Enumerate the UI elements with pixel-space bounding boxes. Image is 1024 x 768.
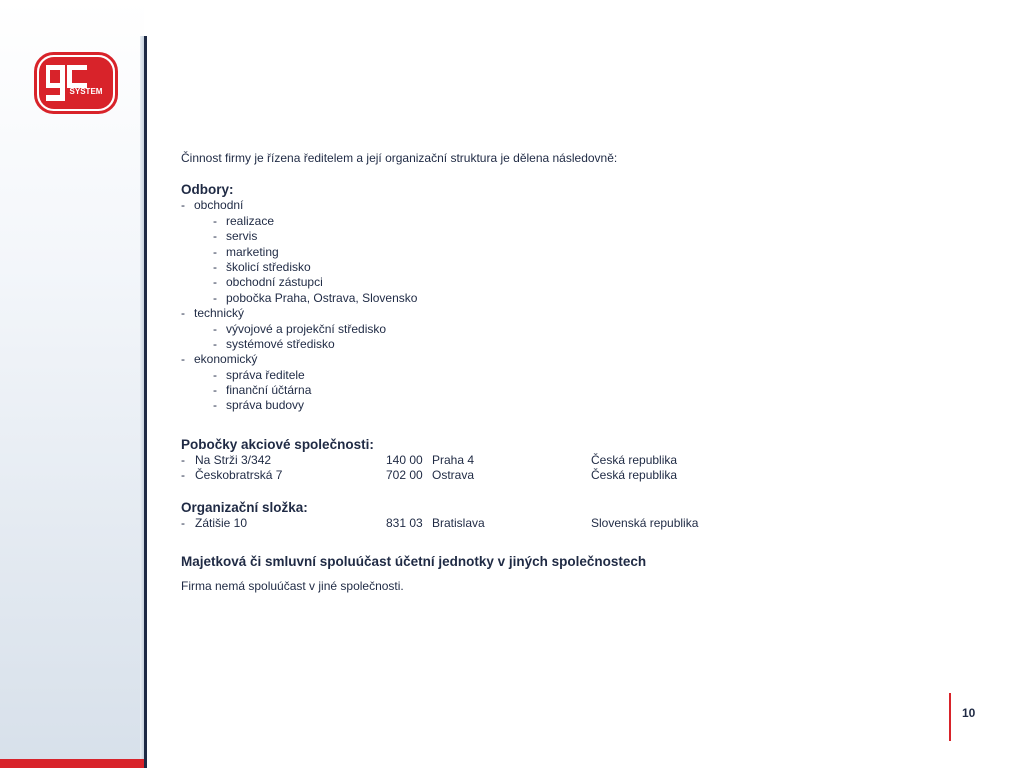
table-row: - Na Strži 3/342 140 00 Praha 4 Česká republika [181,452,678,467]
list-item: - ekonomický [181,352,258,367]
intro-text: Činnost firmy je řízena ředitelem a její organizační struktura je dělena následovně: [181,151,618,165]
list-item: - finanční účtárna [213,383,312,398]
table-row: - Českobratrská 7 702 00 Ostrava Česká republika [181,468,678,483]
department-group-technical [181,306,981,352]
branches-heading: Pobočky akciové společnosti: [181,436,374,452]
participation-heading: Majetková či smluvní spoluúčast účetní jednotky v jiných společnostech [181,554,647,570]
list-item: - pobočka Praha, Ostrava, Slovensko [213,290,418,305]
list-item: - obchodní [181,198,244,213]
departments-heading: Odbory: [181,182,234,198]
company-logo [34,52,118,114]
department-group-economic [181,352,981,414]
list-item: - obchodní zástupci [213,275,323,290]
list-item: - vývojové a projekční středisko [213,321,387,336]
list-item: - systémové středisko [213,336,335,351]
list-item: - marketing [213,244,279,259]
table-row: - Zátišie 10 831 03 Bratislava Slovenská republika [181,515,699,530]
org-unit-heading: Organizační složka: [181,499,308,515]
list-item: - technický [181,306,245,321]
department-group-sales [181,198,981,306]
list-item: - školicí středisko [213,259,311,274]
page-number-divider [949,693,951,741]
svg-text:SYSTEM: SYSTEM [69,87,103,96]
list-item: - správa budovy [213,398,305,413]
main-content [181,151,981,594]
sidebar-panel [0,0,144,768]
list-item: - servis [213,229,258,244]
list-item: - realizace [213,213,275,228]
participation-text: Firma nemá spoluúčast v jiné společnosti. [181,579,404,594]
sidebar-edge-line [144,36,147,768]
list-item: - správa ředitele [213,367,305,382]
page-number: 10 [962,706,976,720]
sidebar-red-strip [0,759,144,768]
